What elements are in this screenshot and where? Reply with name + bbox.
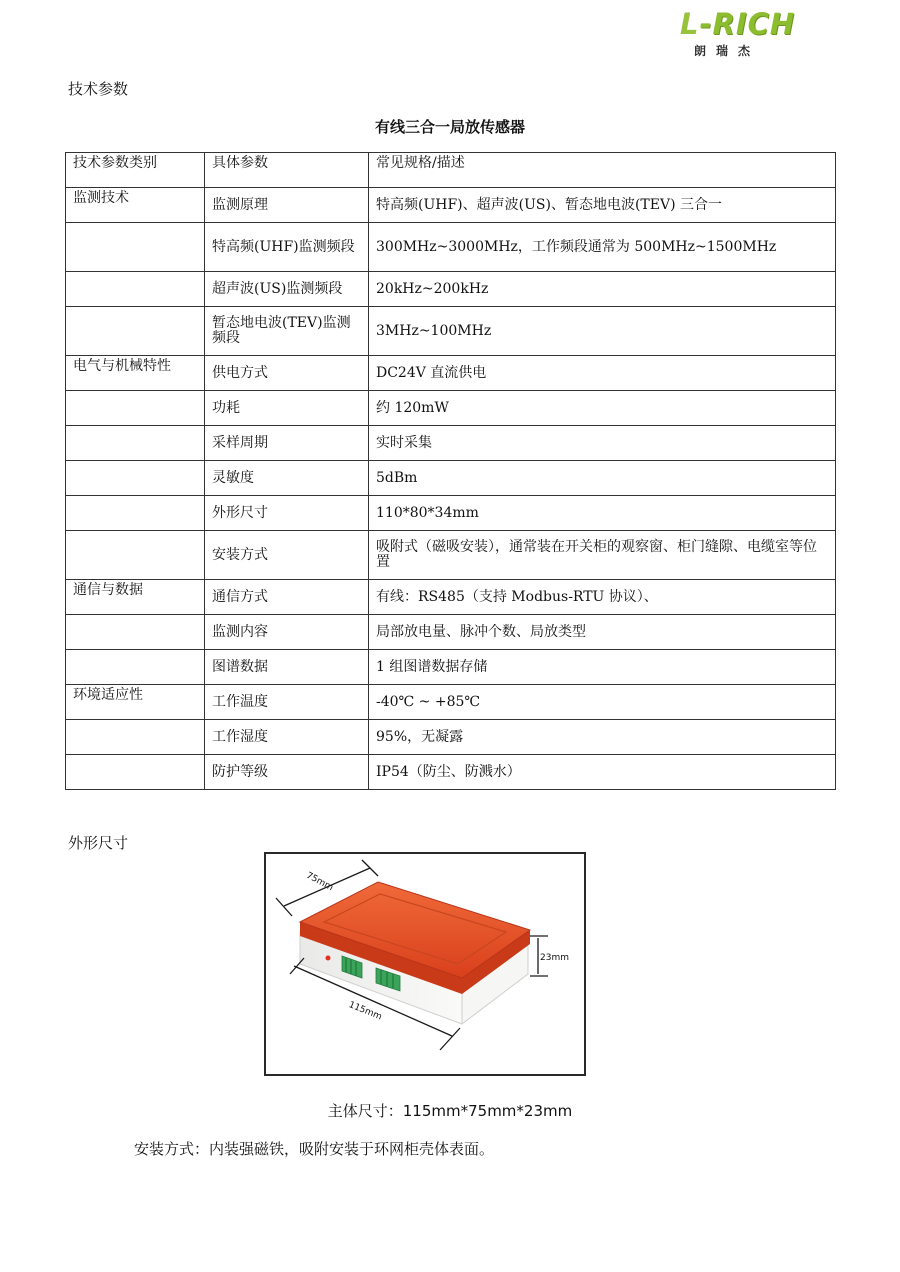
main-dimension-caption: 主体尺寸：115mm*75mm*23mm [327, 1102, 573, 1120]
cell-param: 外形尺寸 [205, 496, 369, 531]
cell-spec: 实时采集 [369, 426, 836, 461]
logo-chinese-name: 朗瑞杰 [694, 44, 761, 58]
table-row [66, 223, 836, 272]
table-row [66, 720, 836, 755]
cell-spec: 约 120mW [369, 391, 836, 426]
table-row [66, 307, 836, 356]
logo-wordmark [680, 8, 806, 40]
cell-param: 特高频(UHF)监测频段 [205, 223, 369, 272]
cell-param: 工作温度 [205, 685, 369, 720]
cell-param: 防护等级 [205, 755, 369, 790]
cell-category: 通信与数据 [66, 580, 205, 615]
spec-table [65, 152, 836, 790]
cell-param: 图谱数据 [205, 650, 369, 685]
cell-spec: 3MHz~100MHz [369, 307, 836, 356]
cell-category [66, 223, 205, 272]
cell-category [66, 755, 205, 790]
cell-category [66, 391, 205, 426]
table-row [66, 496, 836, 531]
cell-spec: DC24V 直流供电 [369, 356, 836, 391]
cell-category [66, 426, 205, 461]
dim-label-width: 75mm [304, 870, 335, 894]
logo-letter-l: L [680, 7, 700, 41]
table-row [66, 188, 836, 223]
product-photo [264, 852, 586, 1076]
table-row [66, 755, 836, 790]
cell-category [66, 496, 205, 531]
header-param: 具体参数 [205, 153, 369, 188]
table-row [66, 531, 836, 580]
table-row [66, 461, 836, 496]
table-row [66, 391, 836, 426]
cell-category: 电气与机械特性 [66, 356, 205, 391]
cell-spec: 有线：RS485（支持 Modbus-RTU 协议）、 [369, 580, 836, 615]
cell-category [66, 615, 205, 650]
table-title: 有线三合一局放传感器 [374, 118, 525, 136]
cell-param: 安装方式 [205, 531, 369, 580]
cell-param: 超声波(US)监测频段 [205, 272, 369, 307]
cell-category [66, 307, 205, 356]
cell-spec: 95%，无凝露 [369, 720, 836, 755]
cell-spec: 300MHz~3000MHz，工作频段通常为 500MHz~1500MHz [369, 223, 836, 272]
cell-spec: IP54（防尘、防溅水） [369, 755, 836, 790]
table-row [66, 615, 836, 650]
cell-param: 功耗 [205, 391, 369, 426]
cell-spec: 局部放电量、脉冲个数、局放类型 [369, 615, 836, 650]
cell-spec: 110*80*34mm [369, 496, 836, 531]
cell-param: 监测原理 [205, 188, 369, 223]
cell-param: 通信方式 [205, 580, 369, 615]
cell-param: 暂态地电波(TEV)监测频段 [205, 307, 369, 356]
cell-spec: 特高频(UHF)、超声波(US)、暂态地电波(TEV) 三合一 [369, 188, 836, 223]
table-row [66, 580, 836, 615]
cell-param: 灵敏度 [205, 461, 369, 496]
cell-spec: -40℃ ~ +85℃ [369, 685, 836, 720]
header-spec: 常见规格/描述 [369, 153, 836, 188]
table-row [66, 356, 836, 391]
table-row [66, 650, 836, 685]
mounting-caption: 安装方式：内装强磁铁，吸附安装于环网柜壳体表面。 [134, 1140, 495, 1158]
cell-param: 供电方式 [205, 356, 369, 391]
header-category: 技术参数类别 [66, 153, 205, 188]
table-header-row [66, 153, 836, 188]
cell-category [66, 720, 205, 755]
cell-param: 监测内容 [205, 615, 369, 650]
cell-spec: 吸附式（磁吸安装），通常装在开关柜的观察窗、柜门缝隙、电缆室等位置 [369, 531, 836, 580]
cell-spec: 20kHz~200kHz [369, 272, 836, 307]
status-led [326, 956, 331, 961]
table-row [66, 272, 836, 307]
cell-spec: 5dBm [369, 461, 836, 496]
dim-label-length: 115mm [347, 1000, 384, 1023]
cell-category [66, 650, 205, 685]
table-row [66, 426, 836, 461]
cell-category: 监测技术 [66, 188, 205, 223]
sensor-illustration [266, 854, 584, 1074]
cell-category [66, 461, 205, 496]
cell-category [66, 272, 205, 307]
cell-category [66, 531, 205, 580]
table-row [66, 685, 836, 720]
section-title-dimensions: 外形尺寸 [68, 834, 129, 852]
logo-letters-rich: -RICH [699, 7, 796, 41]
company-logo [680, 8, 806, 60]
dim-label-height: 23mm [540, 953, 569, 963]
cell-spec: 1 组图谱数据存储 [369, 650, 836, 685]
cell-param: 工作湿度 [205, 720, 369, 755]
cell-category: 环境适应性 [66, 685, 205, 720]
section-title-tech-params: 技术参数 [68, 80, 129, 98]
cell-param: 采样周期 [205, 426, 369, 461]
